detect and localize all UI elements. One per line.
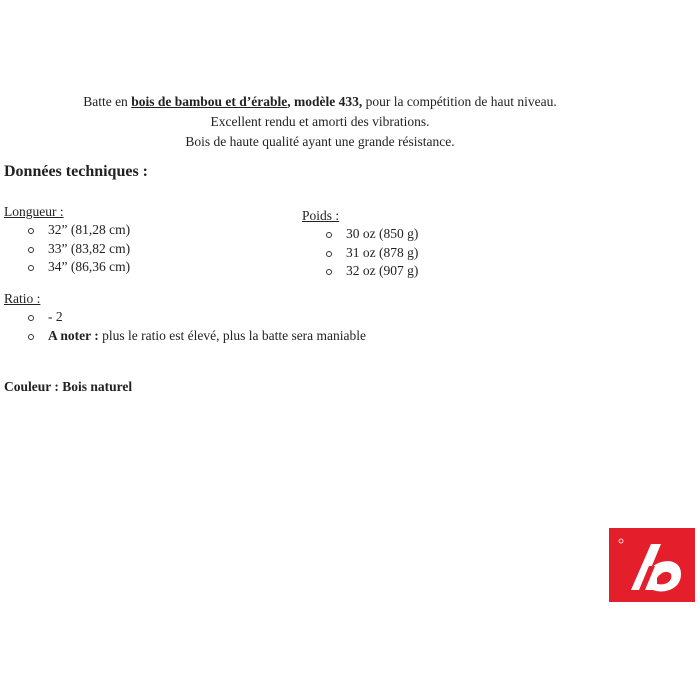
list-item: 30 oz (850 g): [302, 225, 418, 244]
intro-text: [0, 92, 640, 152]
tech-heading: Données techniques :: [4, 163, 149, 180]
note-text: plus le ratio est élevé, plus la batte sera maniable: [98, 327, 367, 343]
ratio-value: - 2: [4, 308, 366, 327]
list-item: 33” (83,82 cm): [4, 240, 130, 259]
list-item: 31 oz (878 g): [302, 244, 418, 263]
intro-suffix: pour la compétition de haut niveau.: [362, 94, 557, 109]
intro-line-1: Batte en bois de bambou et d’érable, modèle 433, pour la compétition de haut niveau.: [83, 94, 557, 109]
note-label: A noter :: [48, 327, 99, 343]
list-item: 32 oz (907 g): [302, 262, 418, 281]
ratio-note: [4, 327, 366, 346]
intro-line-3: Bois de haute qualité ayant une grande résistance.: [185, 134, 455, 149]
length-section: [4, 203, 130, 277]
list-item: 32” (81,28 cm): [4, 221, 130, 240]
model-text: modèle 433,: [293, 94, 363, 109]
list-item: 34” (86,36 cm): [4, 258, 130, 277]
brand-logo-icon: [609, 528, 695, 602]
ratio-section: [4, 290, 366, 345]
length-list: [4, 221, 130, 277]
brand-logo: [609, 528, 695, 602]
weight-list: [302, 225, 418, 281]
color-line: Couleur : Bois naturel: [4, 379, 133, 394]
ratio-label: Ratio :: [4, 291, 41, 306]
intro-line-2: Excellent rendu et amorti des vibrations.: [210, 114, 430, 129]
weight-section: [302, 207, 418, 281]
length-label: Longueur :: [4, 204, 64, 219]
ratio-list: [4, 308, 366, 345]
intro-prefix: Batte en: [83, 94, 132, 109]
weight-label: Poids :: [302, 208, 340, 223]
material-text: bois de bambou et d’érable: [131, 94, 288, 109]
